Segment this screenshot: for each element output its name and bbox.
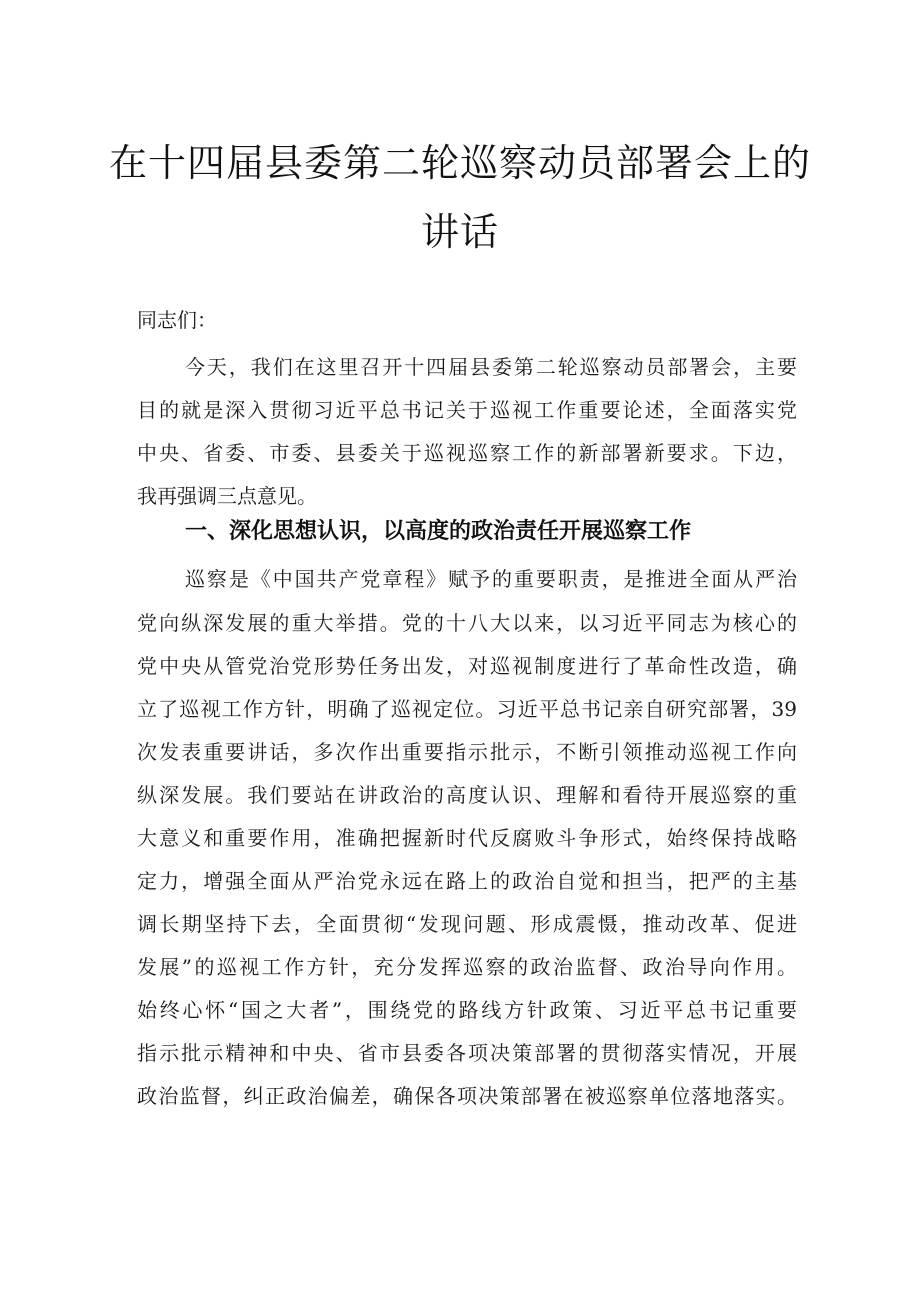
salutation: 同志们： (137, 308, 217, 332)
section-1-line: 发展”的巡视工作方针，充分发挥巡察的政治监督、政治导向作用。 (137, 955, 797, 979)
section-1-line: 党中央从管党治党形势任务出发，对巡视制度进行了革命性改造，确 (137, 654, 797, 678)
section-1-line: 纵深发展。我们要站在讲政治的高度认识、理解和看待开展巡察的重 (137, 783, 797, 807)
section-1-line: 巡察是《中国共产党章程》赋予的重要职责，是推进全面从严治 (185, 567, 797, 591)
section-1-line: 定力，增强全面从严治党永远在路上的政治自觉和担当，把严的主基 (137, 869, 797, 893)
section-1-line: 政治监督，纠正政治偏差，确保各项决策部署在被巡察单位落地落实。 (137, 1084, 797, 1108)
section-1-line: 党向纵深发展的重大举措。党的十八大以来，以习近平同志为核心的 (137, 611, 797, 635)
intro-line: 我再强调三点意见。 (137, 484, 317, 508)
section-1-heading: 一、深化思想认识，以高度的政治责任开展巡察工作 (185, 519, 692, 544)
section-1-line: 大意义和重要作用，准确把握新时代反腐败斗争形式，始终保持战略 (137, 826, 797, 850)
section-1-line: 调长期坚持下去，全面贯彻“发现问题、形成震慑，推动改革、促进 (137, 912, 797, 936)
document-title-line-2: 讲话 (420, 210, 499, 254)
section-1-line: 指示批示精神和中央、省市县委各项决策部署的贯彻落实情况，开展 (137, 1041, 797, 1065)
intro-line: 今天，我们在这里召开十四届县委第二轮巡察动员部署会，主要 (185, 355, 797, 379)
intro-line: 目的就是深入贯彻习近平总书记关于巡视工作重要论述，全面落实党 (137, 398, 797, 422)
section-1-line: 立了巡视工作方针，明确了巡视定位。习近平总书记亲自研究部署，39 (137, 697, 797, 721)
section-1-line: 次发表重要讲话，多次作出重要指示批示，不断引领推动巡视工作向 (137, 740, 797, 764)
document-title-line-1: 在十四届县委第二轮巡察动员部署会上的 (108, 141, 811, 185)
intro-line: 中央、省委、市委、县委关于巡视巡察工作的新部署新要求。下边， (137, 441, 797, 465)
section-1-line: 始终心怀“国之大者”，围绕党的路线方针政策、习近平总书记重要 (137, 998, 797, 1022)
